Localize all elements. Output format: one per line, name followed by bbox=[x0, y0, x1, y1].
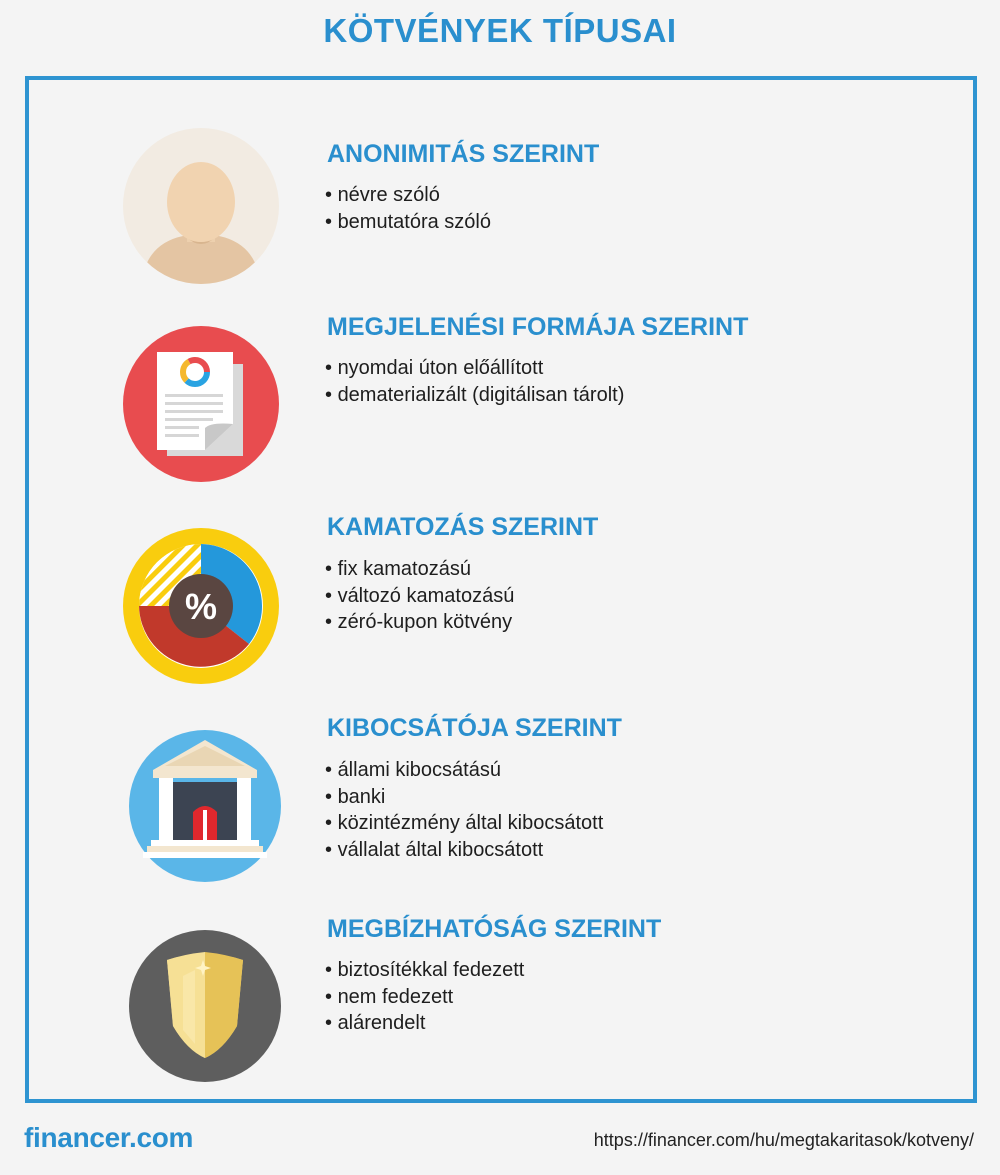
section-title: ANONIMITÁS SZERINT bbox=[327, 140, 600, 168]
section-list bbox=[325, 757, 603, 863]
content-frame bbox=[25, 76, 977, 1103]
page-title: KÖTVÉNYEK TÍPUSAI bbox=[323, 12, 677, 49]
section-title: MEGBÍZHATÓSÁG SZERINT bbox=[327, 915, 662, 943]
svg-text:%: % bbox=[184, 586, 218, 627]
percent-chart-icon bbox=[121, 526, 281, 686]
list-item: • zéró-kupon kötvény bbox=[325, 609, 514, 636]
list-item: • állami kibocsátású bbox=[325, 757, 603, 784]
section-title: KIBOCSÁTÓJA SZERINT bbox=[327, 714, 622, 742]
list-item: • névre szóló bbox=[325, 182, 491, 209]
list-item: • változó kamatozású bbox=[325, 583, 514, 610]
list-item: • dematerializált (digitálisan tárolt) bbox=[325, 382, 624, 409]
list-item: • közintézmény által kibocsátott bbox=[325, 810, 603, 837]
list-item: • banki bbox=[325, 784, 603, 811]
list-item: • nyomdai úton előállított bbox=[325, 355, 624, 382]
list-item: • fix kamatozású bbox=[325, 556, 514, 583]
list-item: • bemutatóra szóló bbox=[325, 209, 491, 236]
list-item: • biztosítékkal fedezett bbox=[325, 957, 524, 984]
section-list bbox=[325, 556, 514, 636]
section-list bbox=[325, 182, 491, 235]
section-title: KAMATOZÁS SZERINT bbox=[327, 513, 599, 541]
section-list bbox=[325, 355, 624, 408]
list-item: • alárendelt bbox=[325, 1010, 524, 1037]
document-icon bbox=[121, 324, 281, 484]
section-list bbox=[325, 957, 524, 1037]
section-title: MEGJELENÉSI FORMÁJA SZERINT bbox=[327, 313, 749, 341]
bank-building-icon bbox=[125, 726, 285, 886]
brand-logo[interactable]: financer.com bbox=[24, 1122, 194, 1153]
list-item: • vállalat által kibocsátott bbox=[325, 837, 603, 864]
list-item: • nem fedezett bbox=[325, 984, 524, 1011]
source-url[interactable]: https://financer.com/hu/megtakaritasok/kotveny/ bbox=[593, 1130, 974, 1150]
shield-icon bbox=[125, 926, 285, 1086]
person-avatar-icon bbox=[121, 126, 281, 286]
